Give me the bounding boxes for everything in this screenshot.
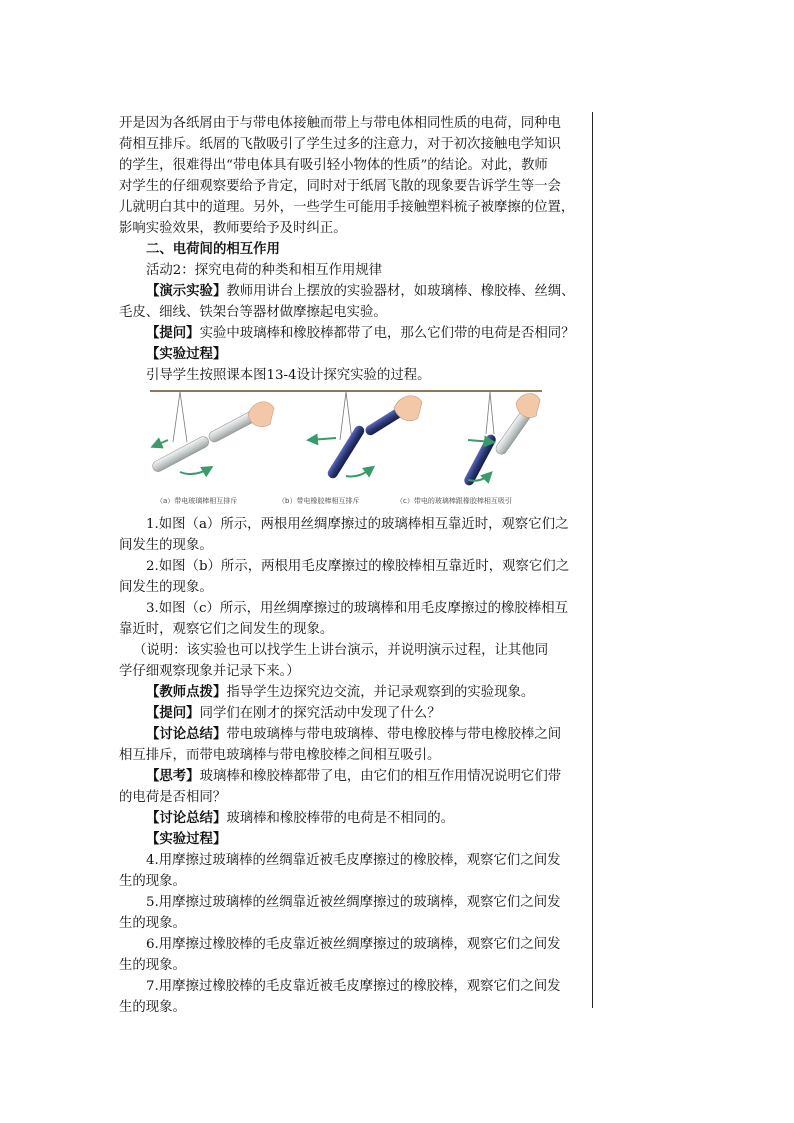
summary-text-cont: 相互排斥，而带电玻璃棒与带电橡胶棒之间相互吸引。: [119, 748, 441, 763]
summary-tag: 【讨论总结】: [146, 810, 227, 826]
question-text: 实验中玻璃棒和橡胶棒都带了电，那么它们带的电荷是否相同？: [199, 326, 575, 341]
caption-b: （b）带电橡胶棒相互排斥: [278, 497, 360, 505]
step-line: 6.用摩擦过橡胶棒的毛皮靠近被丝绸摩擦过的玻璃棒，观察它们之间发: [146, 937, 561, 952]
hanging-thread: [486, 392, 490, 434]
intro-line: 开是因为各纸屑由于与带电体接触而带上与带电体相同性质的电荷，同种电: [119, 116, 561, 131]
step-line-cont: 生的现象。: [119, 874, 186, 889]
motion-arrow: [180, 468, 210, 474]
demo-paragraph: [119, 281, 589, 302]
step-line-cont: 生的现象。: [119, 958, 186, 973]
summary-tag: 【讨论总结】: [146, 726, 227, 742]
question-tag: 【提问】: [146, 705, 200, 721]
step-line-cont: 间发生的现象。: [119, 538, 213, 553]
hanging-thread: [490, 392, 494, 434]
panel-c: [462, 392, 540, 487]
think-text: 玻璃棒和橡胶棒都带了电，由它们的相互作用情况说明它们带: [199, 769, 562, 784]
step-line: 2.如图（b）所示，两根用毛皮摩擦过的橡胶棒相互靠近时，观察它们之: [146, 559, 570, 574]
caption-c: （c）带电的玻璃棒跟橡胶棒相互吸引: [396, 497, 512, 505]
intro-line: 荷相互排斥。纸屑的飞散吸引了学生过多的注意力，对于初次接触电学知识: [119, 137, 561, 152]
section-title: 二、电荷间的相互作用: [146, 241, 280, 257]
hanging-thread: [340, 392, 346, 440]
teacher-paragraph: [119, 682, 589, 703]
step-line-cont: 靠近时，观察它们之间发生的现象。: [119, 622, 334, 637]
hanging-thread: [346, 392, 352, 440]
hanging-thread: [173, 392, 180, 442]
intro-line: 儿就明白其中的道理。另外，一些学生可能用手接触塑料梳子被摩擦的位置，: [119, 200, 575, 215]
intro-line: 影响实验效果，教师要给予及时纠正。: [119, 221, 347, 236]
note-line: （说明：该实验也可以找学生上讲台演示，并说明演示过程，让其他同: [133, 643, 549, 658]
intro-line: 的学生，很难得出“带电体具有吸引轻小物体的性质”的结论。对此，教师: [119, 158, 548, 173]
summary-paragraph: [119, 724, 589, 745]
summary-text: 玻璃棒和橡胶棒带的电荷是不相同的。: [226, 811, 454, 826]
note-line-cont: 学仔细观察现象并记录下来。）: [119, 664, 300, 679]
think-text-cont: 的电荷是否相同？: [119, 790, 227, 805]
table-right-border: [592, 112, 593, 1008]
step-line: 3.如图（c）所示，用丝绸摩擦过的玻璃棒和用毛皮摩擦过的橡胶棒相互: [146, 601, 568, 616]
demo-tag: 【演示实验】: [146, 283, 227, 299]
lesson-content: [119, 113, 589, 1018]
intro-line: 对学生的仔细观察要给予肯定，同时对于纸屑飞散的现象要告诉学生等一会: [119, 179, 561, 194]
question-tag: 【提问】: [146, 325, 200, 341]
step-line: 4.用摩擦过玻璃棒的丝绸靠近被毛皮摩擦过的橡胶棒，观察它们之间发: [146, 853, 561, 868]
glass-rod: [151, 435, 211, 474]
panel-b: [310, 392, 422, 480]
panel-a: [151, 392, 274, 474]
teacher-text: 指导学生边探究边交流，并记录观察到的实验现象。: [226, 685, 535, 700]
hanging-thread: [180, 392, 187, 442]
experiment-figure: [150, 390, 542, 510]
step-line-cont: 生的现象。: [119, 916, 186, 931]
step-line: 7.用摩擦过橡胶棒的毛皮靠近被毛皮摩擦过的橡胶棒，观察它们之间发: [146, 979, 561, 994]
demo-text-cont: 毛皮、细线、铁架台等器材做摩擦起电实验。: [119, 305, 387, 320]
question-paragraph: [119, 323, 589, 344]
think-tag: 【思考】: [146, 768, 200, 784]
question-paragraph: [119, 703, 589, 724]
summary-paragraph: [119, 808, 589, 829]
process-tag: 【实验过程】: [146, 346, 227, 362]
step-line-cont: 生的现象。: [119, 1000, 186, 1015]
rubber-rod: [326, 424, 366, 480]
demo-text: 教师用讲台上摆放的实验器材，如玻璃棒、橡胶棒、丝绸、: [226, 284, 575, 299]
guide-text: 引导学生按照课本图13-4设计探究实验的过程。: [146, 368, 431, 383]
summary-text: 带电玻璃棒与带电玻璃棒、带电橡胶棒与带电橡胶棒之间: [226, 727, 562, 742]
teacher-tag: 【教师点拨】: [146, 684, 227, 700]
step-line-cont: 间发生的现象。: [119, 580, 213, 595]
step-line: 5.用摩擦过玻璃棒的丝绸靠近被丝绸摩擦过的玻璃棒，观察它们之间发: [146, 895, 561, 910]
motion-arrow: [346, 468, 372, 477]
activity-title: 活动2：探究电荷的种类和相互作用规律: [146, 263, 383, 278]
step-line: 1.如图（a）所示，两根用丝绸摩擦过的玻璃棒相互靠近时，观察它们之: [146, 517, 569, 532]
repel-arrow: [154, 440, 168, 446]
process-tag: 【实验过程】: [146, 831, 227, 847]
question-text: 同学们在刚才的探究活动中发现了什么？: [199, 706, 441, 721]
repel-arrow: [310, 438, 336, 440]
experiment-illustration: [150, 390, 542, 496]
think-paragraph: [119, 766, 589, 787]
caption-a: （a）带电玻璃棒相互排斥: [156, 497, 238, 505]
